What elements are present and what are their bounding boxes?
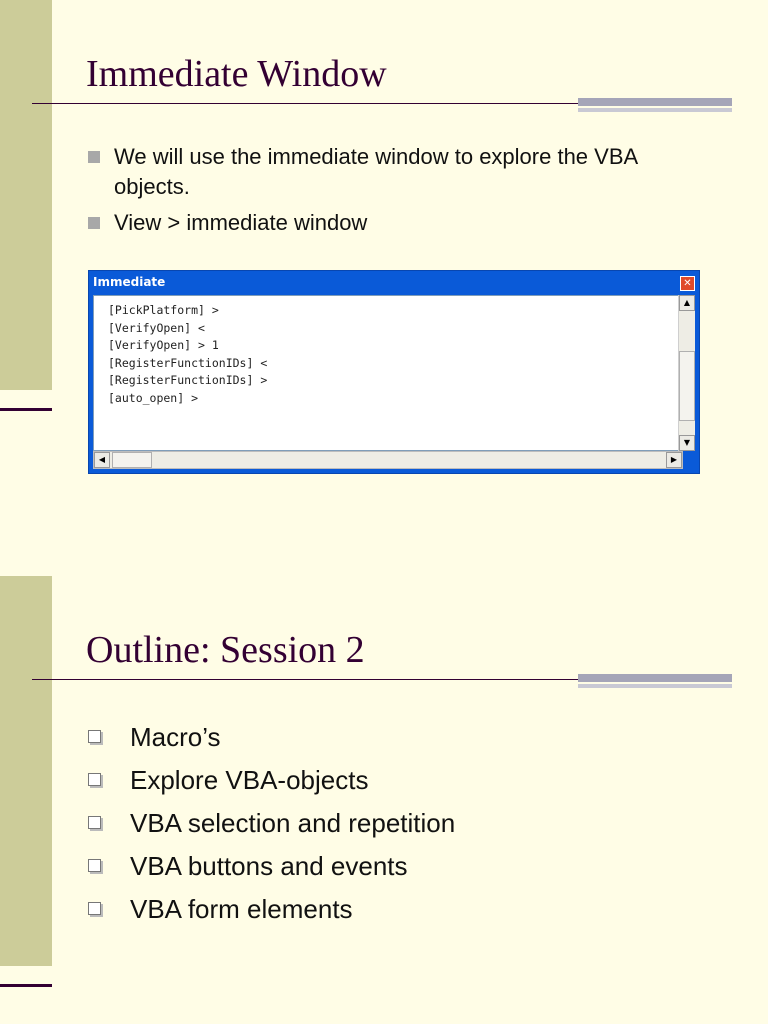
bullet-text: We will use the immediate window to explore the VBA objects. [114, 144, 637, 199]
outline-item [86, 802, 455, 845]
output-line: [VerifyOpen] > 1 [108, 338, 219, 353]
outline-text: VBA buttons and events [130, 851, 408, 881]
left-accent-dash [0, 984, 52, 987]
left-accent-bar [0, 0, 52, 390]
outline-text: VBA form elements [130, 894, 353, 924]
slide-title: Immediate Window [86, 53, 387, 95]
bullet-list [86, 142, 706, 244]
title-rule-bar-shadow [578, 684, 732, 688]
output-line: [RegisterFunctionIDs] > [108, 373, 268, 388]
outline-list [86, 716, 455, 931]
outline-item [86, 888, 455, 931]
checkbox-bullet-icon [88, 730, 101, 743]
left-accent-dash [0, 408, 52, 411]
outline-item [86, 845, 455, 888]
bullet-item [86, 142, 706, 202]
vertical-scroll-thumb[interactable] [679, 351, 695, 421]
outline-text: Explore VBA-objects [130, 765, 369, 795]
outline-item [86, 716, 455, 759]
immediate-window-title: Immediate [93, 275, 166, 289]
close-icon[interactable]: ✕ [680, 276, 695, 291]
vertical-scrollbar[interactable] [678, 295, 695, 451]
outline-text: VBA selection and repetition [130, 808, 456, 838]
checkbox-bullet-icon [88, 816, 101, 829]
scroll-up-icon[interactable]: ▲ [679, 295, 695, 311]
left-accent-bar [0, 576, 52, 966]
checkbox-bullet-icon [88, 859, 101, 872]
immediate-window [88, 270, 700, 474]
output-line: [PickPlatform] > [108, 303, 219, 317]
title-rule-bar [578, 674, 732, 682]
checkbox-bullet-icon [88, 902, 101, 915]
title-rule-bar-shadow [578, 108, 732, 112]
square-bullet-icon [88, 151, 100, 163]
checkbox-bullet-icon [88, 773, 101, 786]
title-rule-bar [578, 98, 732, 106]
output-line: [RegisterFunctionIDs] < [108, 355, 268, 370]
bullet-item [86, 208, 706, 238]
scroll-right-icon[interactable]: ▶ [666, 452, 682, 468]
bullet-text: View > immediate window [114, 210, 368, 235]
horizontal-scrollbar[interactable] [93, 451, 683, 469]
outline-text: Macro’s [130, 722, 221, 752]
square-bullet-icon [88, 217, 100, 229]
scroll-down-icon[interactable]: ▼ [679, 435, 695, 451]
output-line: [VerifyOpen] < [108, 320, 205, 335]
slide-outline [0, 576, 768, 1024]
horizontal-scroll-thumb[interactable] [112, 452, 152, 468]
scroll-left-icon[interactable]: ◀ [94, 452, 110, 468]
output-line: [auto_open] > [108, 390, 199, 405]
immediate-window-output[interactable] [93, 295, 685, 451]
slide-title: Outline: Session 2 [86, 629, 365, 671]
outline-item [86, 759, 455, 802]
